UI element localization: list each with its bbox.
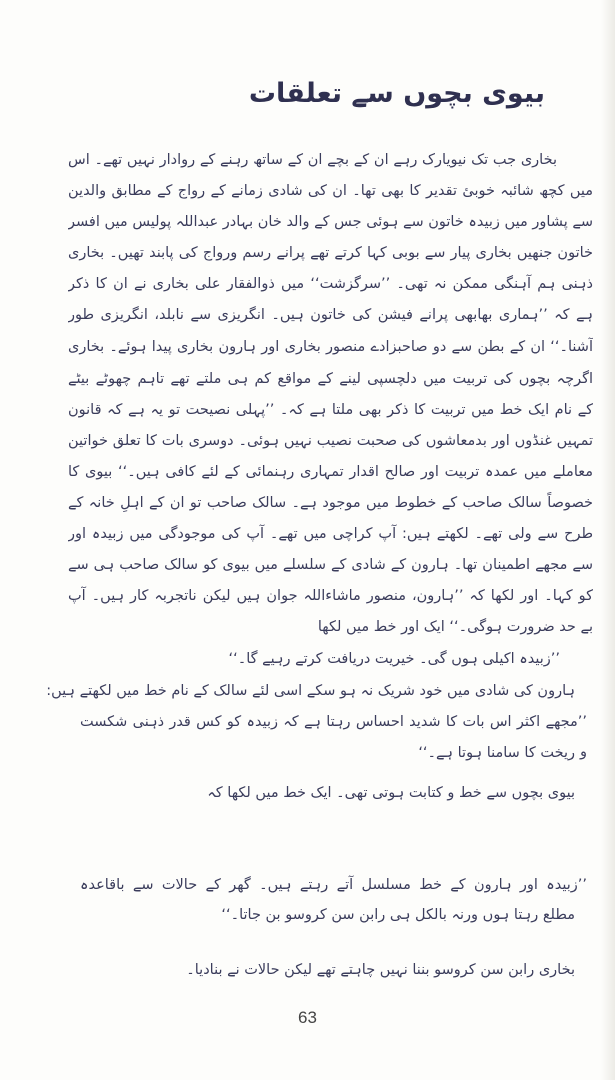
paragraph-line: کو کہا۔ اور لکھا کہ ’’ہارون، منصور ماشاءاللہ جوان ہیں لیکن ناتجربہ کار ہیں۔ آپ: [68, 588, 593, 604]
paragraph-line: سے پشاور میں زبیدہ خاتون سے ہوئی جس کے والد خان بہادر عبداللہ پولیس میں افسر: [68, 214, 593, 230]
paragraph-line: ہارون کی شادی میں خود شریک نہ ہو سکے اسی لئے سالک کے نام خط میں لکھتے ہیں:: [46, 683, 575, 699]
paragraph-line: بیوی بچوں سے خط و کتابت ہوتی تھی۔ ایک خط میں لکھا کہ: [207, 785, 575, 801]
paragraph-line: سے مجھے اطمینان تھا۔ ہارون کے شادی کے سلسلے میں بیوی کو سالک صاحب ہی سے: [68, 557, 593, 573]
paragraph-line: میں کچھ شائبہ خوبیٔ تقدیر کا بھی تھا۔ ان کی شادی زمانے کے رواج کے مطابق والدین: [68, 183, 593, 199]
chapter-title: بیوی بچوں سے تعلقات: [248, 78, 545, 109]
paragraph-line: بے حد ضرورت ہوگی۔‘‘ ایک اور خط میں لکھا: [317, 619, 593, 635]
paragraph-line: کے نام ایک خط میں تربیت کا ذکر بھی ملتا ہے کہ۔ ’’پہلی نصیحت تو یہ ہے کہ قانون: [68, 402, 593, 418]
paragraph-line: بخاری رابن سن کروسو بننا نہیں چاہتے تھے لیکن حالات نے بنادیا۔: [186, 962, 575, 978]
page-edge-shadow: [601, 0, 615, 1080]
paragraph-line: خصوصاً سالک صاحب کے خطوط میں موجود ہے۔ سالک صاحب تو ان کے اہلِ خانہ کے: [68, 495, 593, 511]
quote-line: ریخت کا سامنا ہوتا ہے۔‘‘: [418, 745, 575, 761]
paragraph-line: ہے کہ ’’ہماری بھابھی پرانے فیشن کی خاتون ہیں۔ انگریزی سے نابلد، انگریزی طور: [68, 307, 593, 323]
quote-line: ’’مجھے اکثر اس بات کا شدید احساس رہتا ہے کہ زبیدہ کو کس قدر ذہنی شکست و: [80, 714, 587, 760]
paragraph-line: بخاری جب تک نیویارک رہے ان کے بچے ان کے ساتھ رہنے کے روادار نہیں تھے۔ اس: [68, 152, 557, 168]
paragraph-line: خاتون جنھیں بخاری پیار سے بوبی کہا کرتے تھے پرانے رسم ورواج کی پابند تھیں۔ بخاری: [68, 245, 593, 261]
quote-line: ’’زبیدہ اکیلی ہوں گی۔ خیریت دریافت کرتے رہیے گا۔‘‘: [228, 651, 560, 667]
paragraph-line: تمہیں غنڈوں اور بدمعاشوں کی صحبت نصیب نہیں ہوئی۔ دوسری بات کا تعلق خواتین: [68, 433, 593, 449]
paragraph-line: آشنا۔‘‘ ان کے بطن سے دو صاحبزادے منصور بخاری اور ہارون بخاری پیدا ہوئے۔ بخاری: [68, 339, 593, 355]
paragraph-line: طرح سے ولی تھے۔ لکھتے ہیں: آپ کراچی میں تھے۔ آپ کی موجودگی میں زبیدہ اور: [68, 526, 593, 542]
paragraph-line: معاملے میں عمدہ تربیت اور صالح اقدار تمہاری رہنمائی کے لئے کافی ہیں۔‘‘ بیوی کا: [68, 464, 593, 480]
quote-line: ’’زبیدہ اور ہارون کے خط مسلسل آتے رہتے ہیں۔ گھر کے حالات سے باقاعدہ: [80, 877, 587, 893]
paragraph-line: اگرچہ بچوں کی تربیت میں دلچسپی لینے کے مواقع کم ہی ملتے تھے تاہم چھوٹے بیٹے: [68, 371, 593, 387]
page-number: 63: [298, 1008, 317, 1027]
quote-line: مطلع رہتا ہوں ورنہ بالکل ہی رابن سن کروسو بن جاتا۔‘‘: [221, 907, 575, 923]
paragraph-line: ذہنی ہم آہنگی ممکن نہ تھی۔ ’’سرگزشت‘‘ میں ذوالفقار علی بخاری نے ان کا ذکر: [68, 276, 593, 292]
